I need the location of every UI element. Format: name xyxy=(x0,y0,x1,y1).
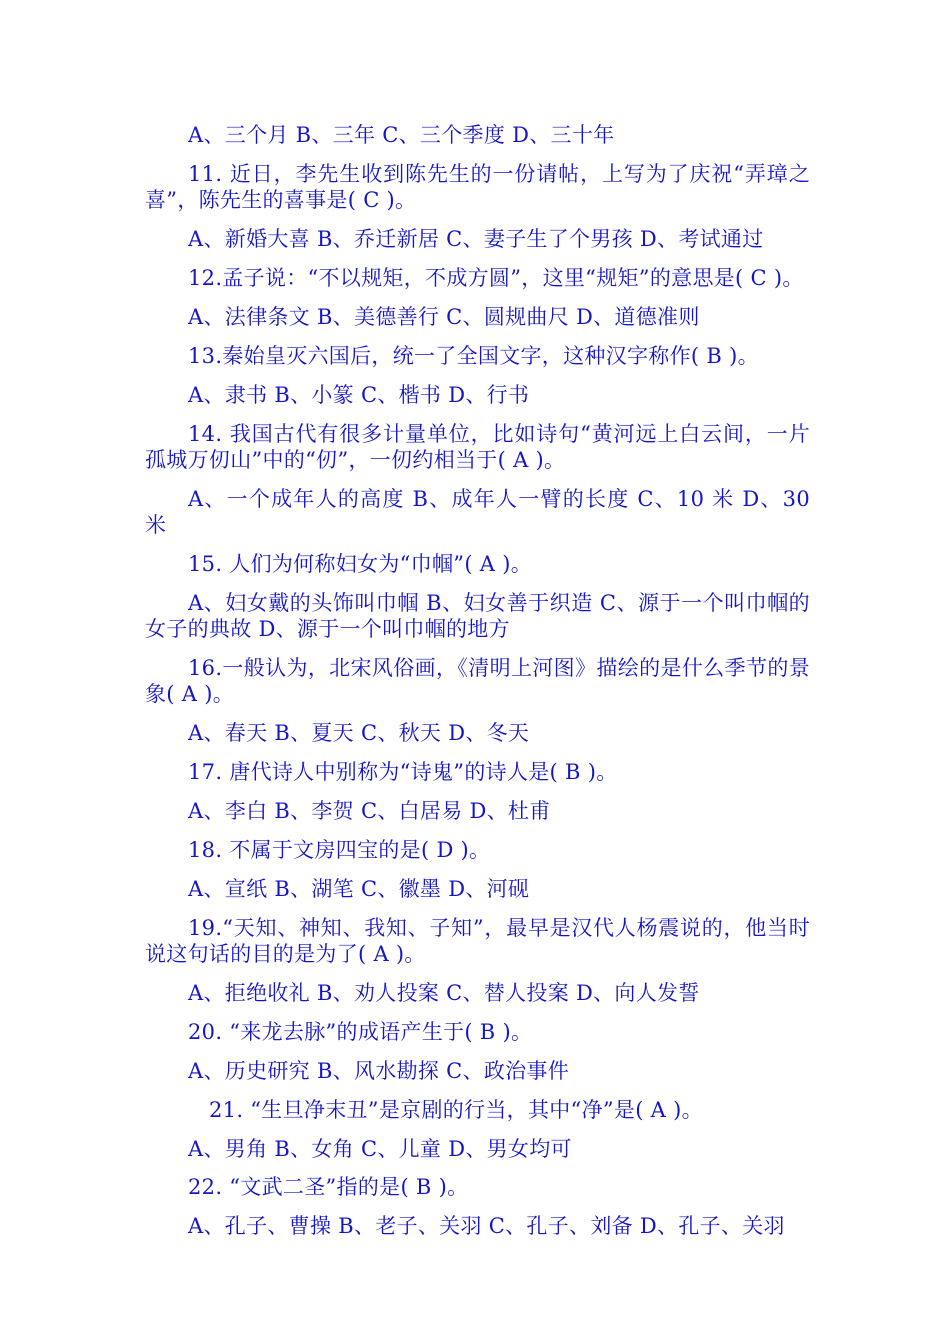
answer-options: A、春天 B、夏天 C、秋天 D、冬天 xyxy=(188,721,530,745)
answer-options: A、妇女戴的头饰叫巾帼 B、妇女善于织造 C、源于一个叫巾帼的女子的典故 D、源于一个叫巾帼的地方 xyxy=(145,591,810,641)
question-17: 17. 唐代诗人中别称为“诗鬼”的诗人是( B )。 xyxy=(188,760,618,784)
answer-options: A、历史研究 B、风水勘探 C、政治事件 xyxy=(188,1059,570,1083)
answer-options: A、隶书 B、小篆 C、楷书 D、行书 xyxy=(188,383,530,407)
question-16: 16.一般认为，北宋风俗画，《清明上河图》描绘的是什么季节的景象( A )。 xyxy=(145,656,810,706)
question-13: 13.秦始皇灭六国后，统一了全国文字，这种汉字称作( B )。 xyxy=(188,344,759,368)
answer-options: A、李白 B、李贺 C、白居易 D、杜甫 xyxy=(188,799,551,823)
answer-options: A、拒绝收礼 B、劝人投案 C、替人投案 D、向人发誓 xyxy=(188,981,700,1005)
answer-options: A、男角 B、女角 C、儿童 D、男女均可 xyxy=(188,1137,572,1161)
question-22: 22. “文武二圣”指的是( B )。 xyxy=(188,1175,469,1199)
question-15: 15. 人们为何称妇女为“巾帼”( A )。 xyxy=(188,552,533,576)
answer-options: A、宣纸 B、湖笔 C、徽墨 D、河砚 xyxy=(188,877,530,901)
question-20: 20. “来龙去脉”的成语产生于( B )。 xyxy=(188,1020,533,1044)
question-14: 14. 我国古代有很多计量单位，比如诗句“黄河远上白云间，一片孤城万仞山”中的“仞”，一仞约相当于( A )。 xyxy=(145,422,810,472)
answer-options: A、三个月 B、三年 C、三个季度 D、三十年 xyxy=(188,123,615,147)
question-12: 12.孟子说：“不以规矩，不成方圆”，这里“规矩”的意思是( C )。 xyxy=(188,266,804,290)
question-11: 11. 近日，李先生收到陈先生的一份请帖，上写为了庆祝“弄璋之喜”，陈先生的喜事是( C )。 xyxy=(145,162,810,212)
question-19: 19.“天知、神知、我知、子知”，最早是汉代人杨震说的，他当时说这句话的目的是为了( A )。 xyxy=(145,916,810,966)
question-21: 21. “生旦净末丑”是京剧的行当，其中“净”是( A )。 xyxy=(209,1098,703,1122)
answer-options: A、法律条文 B、美德善行 C、圆规曲尺 D、道德准则 xyxy=(188,305,700,329)
question-18: 18. 不属于文房四宝的是( D )。 xyxy=(188,838,491,862)
answer-options: A、新婚大喜 B、乔迁新居 C、妻子生了个男孩 D、考试通过 xyxy=(188,227,764,251)
question-list xyxy=(145,122,810,1252)
answer-options: A、孔子、曹操 B、老子、关羽 C、孔子、刘备 D、孔子、关羽 xyxy=(188,1214,785,1238)
answer-options: A、一个成年人的高度 B、成年人一臂的长度 C、10 米 D、30 米 xyxy=(145,487,810,537)
